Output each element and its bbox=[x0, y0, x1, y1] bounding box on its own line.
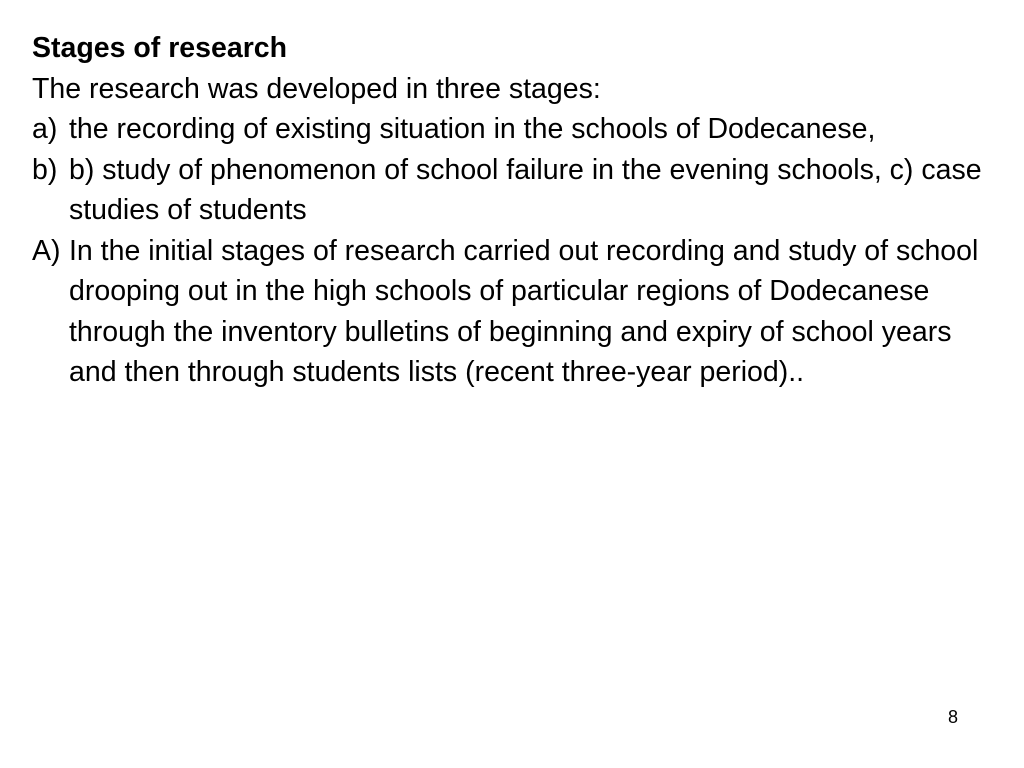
list-item-a bbox=[32, 109, 992, 150]
list-item-text: In the initial stages of research carried out recording and study of school drooping out in the high schools of particular regions of Dodecanese through the inventory bulletins of beginning and expiry of school years and then through students lists (recent three-year period).. bbox=[69, 234, 979, 388]
list-marker: a) bbox=[32, 113, 58, 145]
list-item-text: the recording of existing situation in the schools of Dodecanese, bbox=[69, 113, 876, 145]
page-number: 8 bbox=[948, 707, 959, 727]
list-item-b bbox=[32, 150, 992, 231]
list-marker: b) bbox=[32, 153, 58, 186]
intro-text: The research was developed in three stages: bbox=[32, 72, 601, 105]
slide-content bbox=[32, 28, 992, 393]
list-item-text: b) study of phenomenon of school failure in the evening schools, c) case studies of students bbox=[69, 153, 982, 226]
list-marker: A) bbox=[32, 234, 61, 267]
list-item-capital-a bbox=[32, 231, 992, 393]
slide-heading: Stages of research bbox=[32, 32, 288, 64]
